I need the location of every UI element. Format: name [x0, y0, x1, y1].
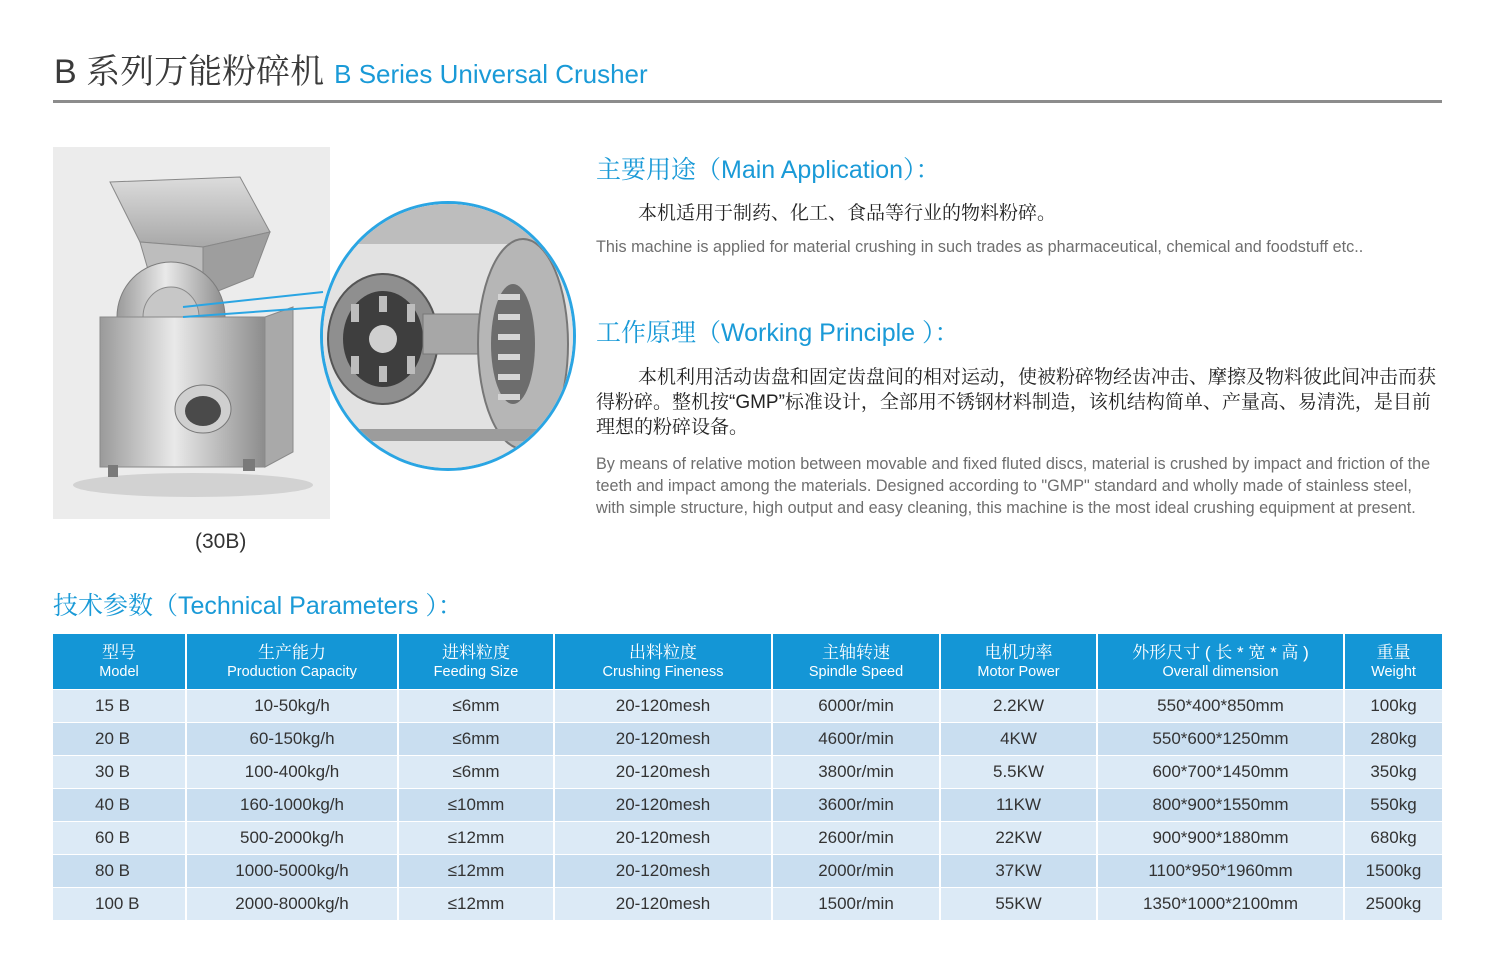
cell-capacity: 160-1000kg/h — [186, 789, 398, 822]
product-photo — [53, 147, 330, 519]
main-application-text-en: This machine is applied for material crushing in such trades as pharmaceutical, chemical and foodstuff etc.. — [596, 238, 1364, 256]
cell-dimension: 900*900*1880mm — [1097, 822, 1344, 855]
cell-feeding-size: ≤12mm — [398, 855, 554, 888]
cell-model: 100 B — [53, 888, 186, 921]
cell-feeding-size: ≤12mm — [398, 822, 554, 855]
cell-weight: 1500kg — [1344, 855, 1442, 888]
product-caption: (30B) — [195, 530, 247, 553]
cell-weight: 280kg — [1344, 723, 1442, 756]
table-row — [53, 690, 1442, 723]
cell-dimension: 550*400*850mm — [1097, 690, 1344, 723]
table-row — [53, 822, 1442, 855]
cell-spindle-speed: 4600r/min — [772, 723, 940, 756]
cell-feeding-size: ≤10mm — [398, 789, 554, 822]
cell-dimension: 1350*1000*2100mm — [1097, 888, 1344, 921]
page-header — [54, 44, 648, 93]
cell-feeding-size: ≤6mm — [398, 690, 554, 723]
main-application-heading: 主要用途（Main Application）： — [596, 156, 941, 184]
cell-motor-power: 2.2KW — [940, 690, 1097, 723]
column-header-model: 型号 Model — [53, 634, 186, 690]
cell-capacity: 1000-5000kg/h — [186, 855, 398, 888]
table-row — [53, 855, 1442, 888]
cell-model: 40 B — [53, 789, 186, 822]
cell-model: 80 B — [53, 855, 186, 888]
working-principle-heading: 工作原理（Working Principle ）： — [596, 319, 960, 347]
cell-motor-power: 55KW — [940, 888, 1097, 921]
main-application-text-cn: 本机适用于制药、化工、食品等行业的物料粉碎。 — [638, 203, 1057, 224]
cell-spindle-speed: 2000r/min — [772, 855, 940, 888]
cell-weight: 100kg — [1344, 690, 1442, 723]
column-header-capacity: 生产能力 Production Capacity — [186, 634, 398, 690]
cell-feeding-size: ≤6mm — [398, 756, 554, 789]
working-principle-text-en: By means of relative motion between movable and fixed fluted discs, material is crushed by impact and friction of the teeth and impact among the materials. Designed according to "GMP" standard and wholly made of stainless steel, with simple structure, high output and easy cleaning, this machine is the most ideal crushing equipment at present. — [596, 455, 1431, 517]
technical-parameters-table — [53, 634, 1442, 920]
cell-feeding-size: ≤12mm — [398, 888, 554, 921]
column-header-motor-power: 电机功率 Motor Power — [940, 634, 1097, 690]
cell-fineness: 20-120mesh — [554, 723, 772, 756]
cell-motor-power: 4KW — [940, 723, 1097, 756]
cell-weight: 680kg — [1344, 822, 1442, 855]
cell-spindle-speed: 1500r/min — [772, 888, 940, 921]
cell-dimension: 1100*950*1960mm — [1097, 855, 1344, 888]
cell-model: 15 B — [53, 690, 186, 723]
cell-fineness: 20-120mesh — [554, 888, 772, 921]
cell-fineness: 20-120mesh — [554, 756, 772, 789]
cell-model: 20 B — [53, 723, 186, 756]
cell-fineness: 20-120mesh — [554, 855, 772, 888]
cell-model: 30 B — [53, 756, 186, 789]
cell-spindle-speed: 6000r/min — [772, 690, 940, 723]
cell-feeding-size: ≤6mm — [398, 723, 554, 756]
column-header-feeding-size: 进料粒度 Feeding Size — [398, 634, 554, 690]
cell-motor-power: 22KW — [940, 822, 1097, 855]
table-header-row — [53, 634, 1442, 690]
rotor-detail-image — [320, 201, 576, 471]
cell-dimension: 600*700*1450mm — [1097, 756, 1344, 789]
cell-capacity: 2000-8000kg/h — [186, 888, 398, 921]
cell-fineness: 20-120mesh — [554, 789, 772, 822]
working-principle-text-cn: 本机利用活动齿盘和固定齿盘间的相对运动，使被粉碎物经齿冲击、摩擦及物料彼此间冲击而获得粉碎。整机按“GMP”标准设计，全部用不锈钢材料制造，该机结构简单、产量高、易清洗，是目前理想的粉碎设备。 — [596, 367, 1437, 438]
cell-spindle-speed: 2600r/min — [772, 822, 940, 855]
table-row — [53, 756, 1442, 789]
column-header-dimension: 外形尺寸 ( 长 * 宽 * 高 ) Overall dimension — [1097, 634, 1344, 690]
column-header-weight: 重量 Weight — [1344, 634, 1442, 690]
cell-capacity: 60-150kg/h — [186, 723, 398, 756]
cell-dimension: 550*600*1250mm — [1097, 723, 1344, 756]
cell-spindle-speed: 3800r/min — [772, 756, 940, 789]
cell-motor-power: 11KW — [940, 789, 1097, 822]
cell-motor-power: 37KW — [940, 855, 1097, 888]
cell-capacity: 500-2000kg/h — [186, 822, 398, 855]
cell-fineness: 20-120mesh — [554, 690, 772, 723]
cell-motor-power: 5.5KW — [940, 756, 1097, 789]
cell-capacity: 10-50kg/h — [186, 690, 398, 723]
title-divider — [53, 100, 1442, 103]
cell-model: 60 B — [53, 822, 186, 855]
cell-weight: 350kg — [1344, 756, 1442, 789]
cell-weight: 2500kg — [1344, 888, 1442, 921]
page-title-en: B Series Universal Crusher — [334, 59, 648, 89]
cell-spindle-speed: 3600r/min — [772, 789, 940, 822]
cell-dimension: 800*900*1550mm — [1097, 789, 1344, 822]
cell-fineness: 20-120mesh — [554, 822, 772, 855]
table-row — [53, 888, 1442, 921]
technical-parameters-heading: 技术参数（Technical Parameters ）： — [53, 592, 463, 620]
cell-capacity: 100-400kg/h — [186, 756, 398, 789]
table-row — [53, 789, 1442, 822]
column-header-spindle-speed: 主轴转速 Spindle Speed — [772, 634, 940, 690]
page-title-cn: B 系列万能粉碎机 — [54, 53, 325, 91]
cell-weight: 550kg — [1344, 789, 1442, 822]
table-row — [53, 723, 1442, 756]
column-header-fineness: 出料粒度 Crushing Fineness — [554, 634, 772, 690]
